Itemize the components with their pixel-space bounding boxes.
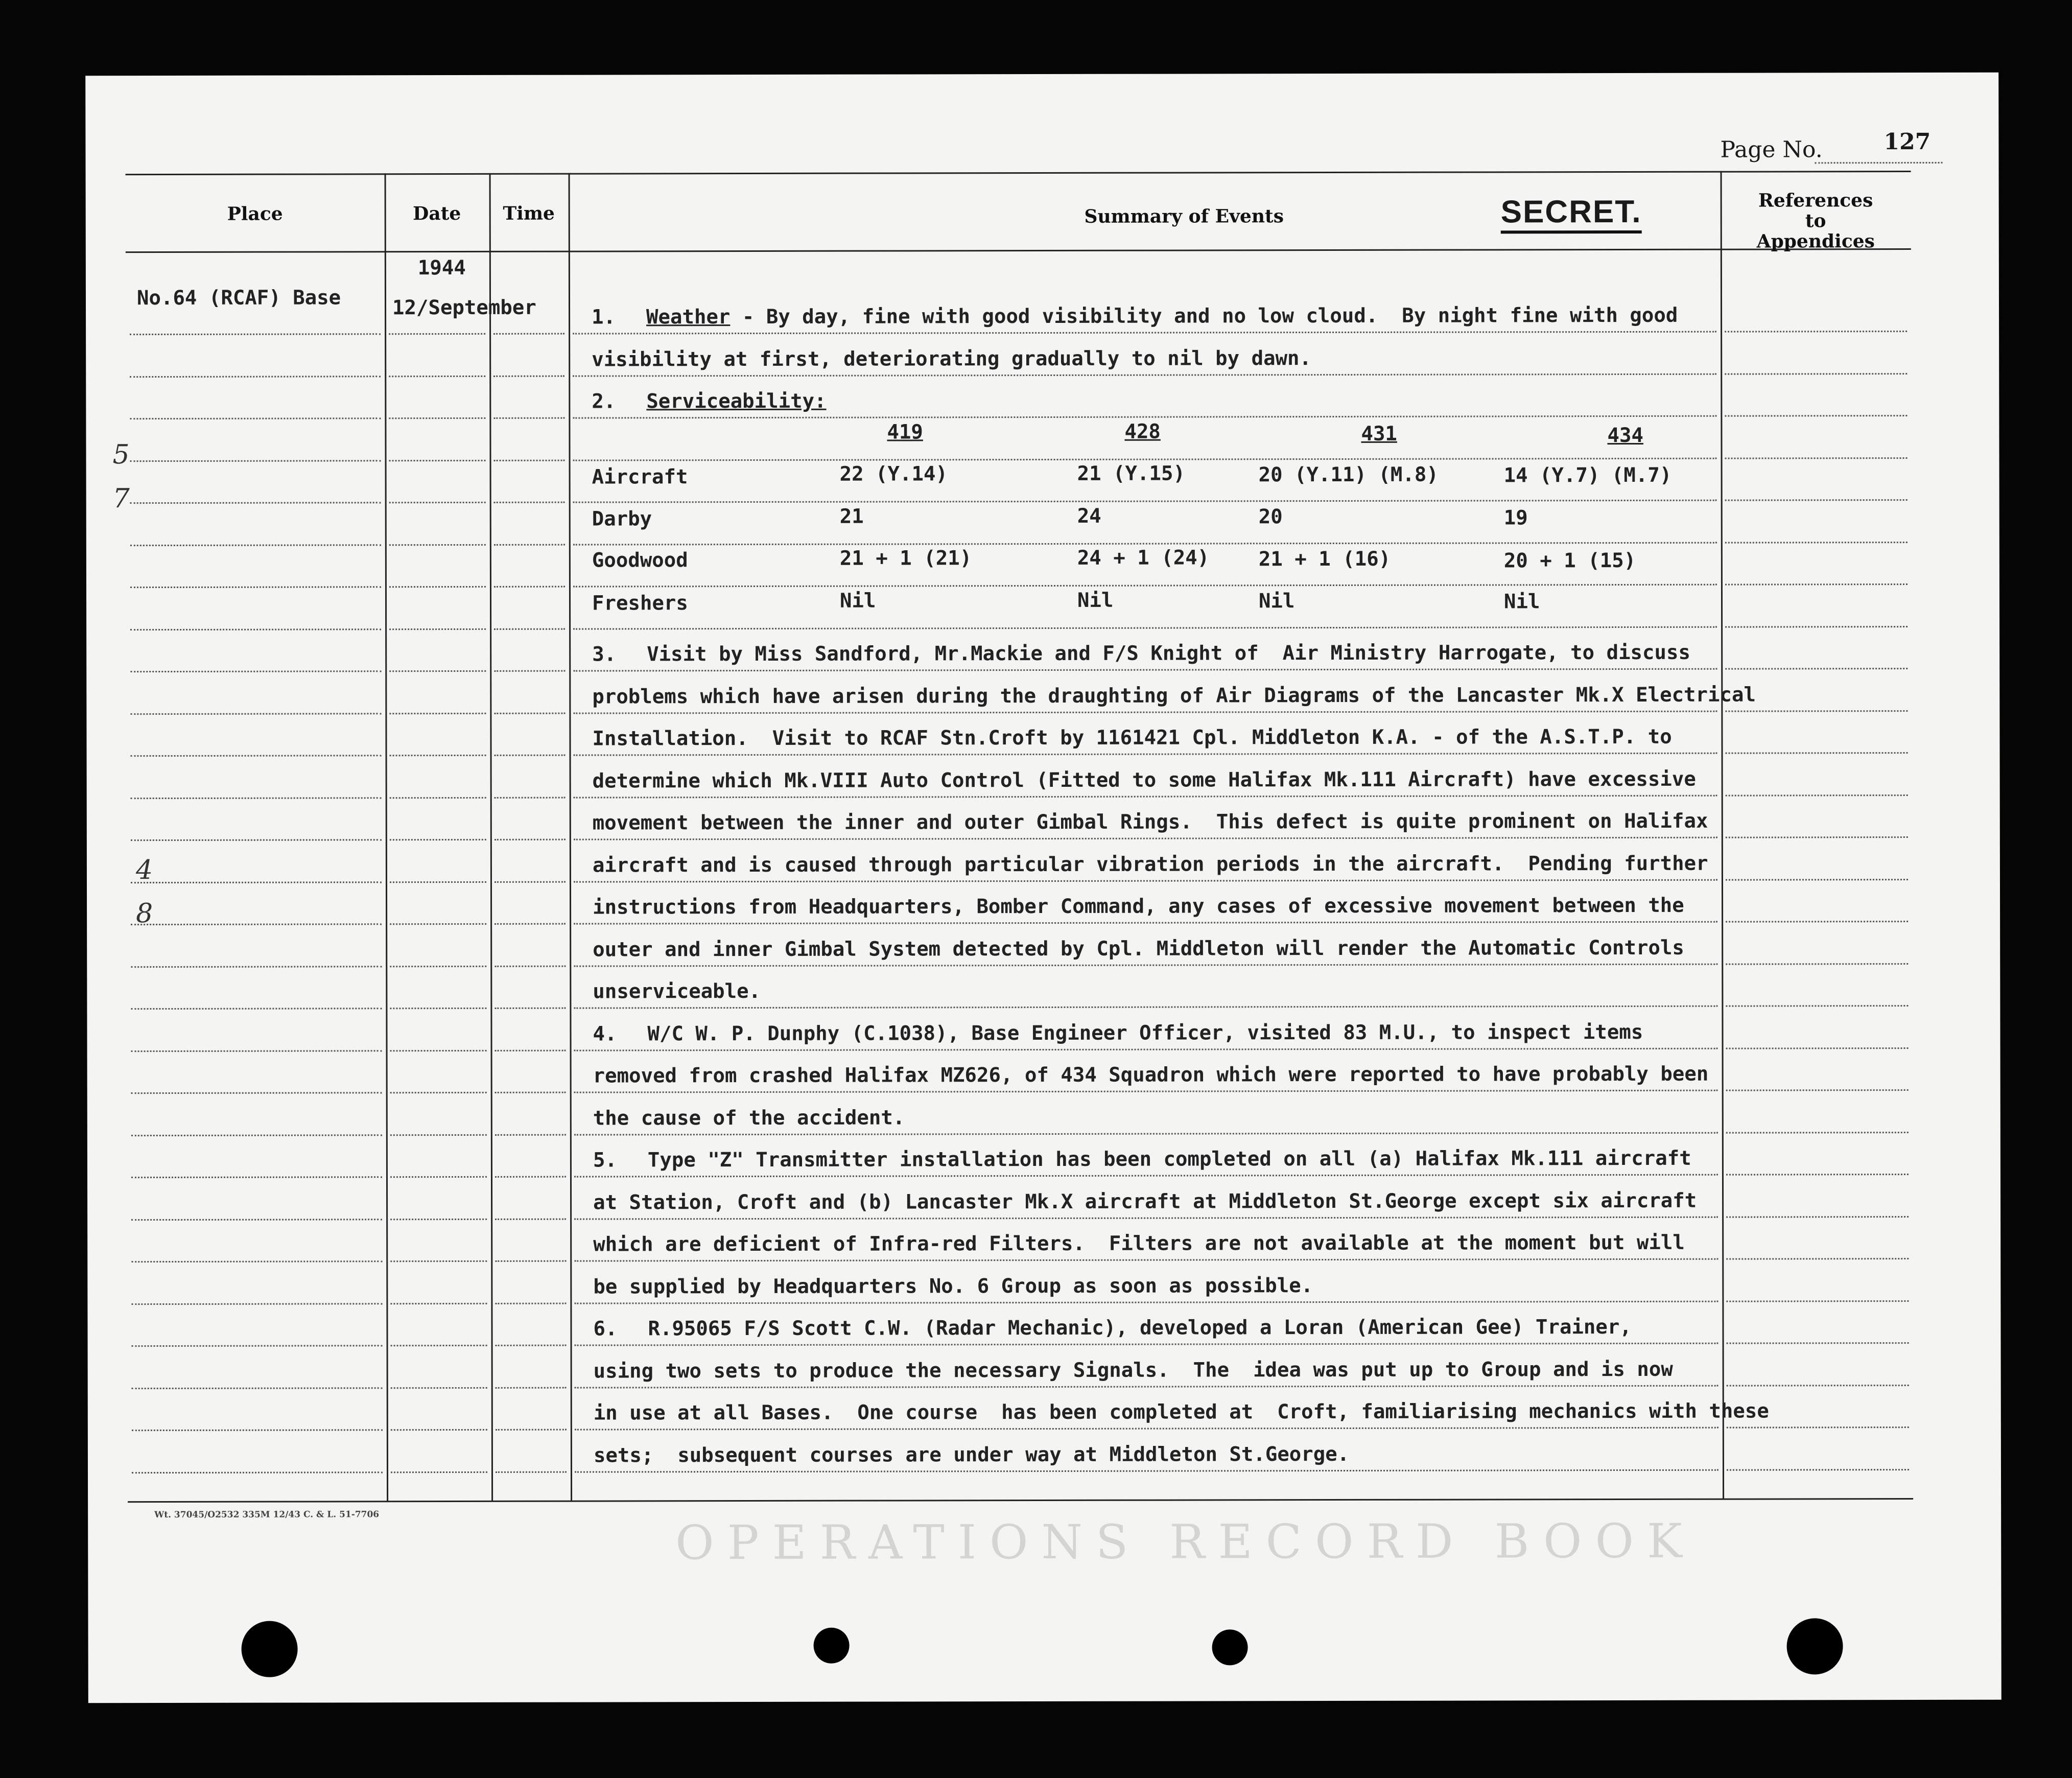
ruled-line — [575, 1469, 1718, 1473]
date-year: 1944 — [417, 256, 466, 280]
summary-line — [593, 1106, 905, 1130]
ruled-line — [389, 544, 486, 546]
summary-text: aircraft and is caused through particular vibration periods in the aircraft. Pending further — [592, 852, 1708, 877]
section-heading: Serviceability: — [646, 389, 827, 413]
ruled-line — [495, 755, 566, 756]
ruled-line — [131, 1134, 382, 1136]
summary-line — [593, 1316, 1631, 1341]
ruled-line — [573, 542, 1717, 546]
summary-line — [592, 304, 1678, 329]
ruled-line — [130, 713, 381, 715]
summary-line — [593, 894, 1684, 919]
table-bottom-border — [128, 1498, 1913, 1503]
ruled-line — [131, 1008, 382, 1010]
ruled-line — [390, 1303, 487, 1304]
summary-text: sets; subsequent courses are under way at Middleton St.George. — [593, 1442, 1350, 1467]
ruled-line — [494, 628, 565, 630]
ruled-line — [574, 1005, 1717, 1009]
summary-line — [592, 347, 1311, 371]
row-label-aircraft: Aircraft — [592, 465, 688, 489]
ruled-line — [1725, 583, 1908, 586]
ruled-line — [1726, 836, 1908, 838]
ruled-line — [389, 713, 486, 714]
summary-text: at Station, Croft and (b) Lancaster Mk.X aircraft at Middleton St.George except six aircraft — [593, 1189, 1697, 1214]
ruled-line — [573, 373, 1716, 377]
ruled-line — [573, 331, 1716, 335]
summary-line — [592, 390, 826, 413]
ruled-line — [495, 1008, 566, 1009]
margin-mark: 8 — [136, 898, 153, 929]
summary-text: Type "Z" Transmitter installation has been completed on all (a) Halifax Mk.111 aircraft — [647, 1147, 1691, 1172]
cell-freshers-431: Nil — [1258, 590, 1295, 613]
ruled-line — [390, 839, 486, 840]
ruled-line — [390, 923, 486, 925]
ruled-line — [1726, 1174, 1909, 1176]
place-entry: No.64 (RCAF) Base — [136, 286, 341, 310]
paragraph-number: 3. — [592, 643, 617, 666]
table-top-border — [126, 171, 1911, 175]
ruled-line — [131, 1303, 382, 1305]
cell-aircraft-419: 22 (Y.14) — [839, 462, 948, 486]
header-references-line3: Appendices — [1756, 230, 1875, 252]
summary-line — [593, 1147, 1691, 1172]
ruled-line — [496, 1387, 567, 1389]
summary-line — [593, 1231, 1685, 1256]
ruled-line — [495, 1219, 566, 1220]
ruled-line — [1726, 794, 1908, 797]
cell-darby-431: 20 — [1258, 505, 1283, 529]
ruled-line — [389, 460, 486, 461]
ruled-line — [390, 1134, 487, 1136]
ruled-line — [390, 966, 486, 967]
ruled-line — [1725, 415, 1907, 417]
cell-aircraft-434: 14 (Y.7) (M.7) — [1503, 463, 1672, 487]
summary-text: using two sets to produce the necessary Signals. The idea was put up to Group and is now — [593, 1358, 1673, 1383]
ruled-line — [494, 460, 565, 461]
ruled-line — [493, 417, 564, 419]
ruled-line — [574, 795, 1717, 799]
ruled-line — [1727, 1385, 1909, 1387]
ruled-line — [131, 1176, 382, 1178]
summary-line — [594, 1358, 1673, 1383]
ruled-line — [131, 1092, 382, 1094]
secret-stamp: SECRET. — [1501, 194, 1642, 233]
ruled-line — [1725, 710, 1908, 712]
ruled-line — [1726, 1132, 1909, 1134]
ruled-line — [496, 1471, 567, 1473]
ruled-line — [390, 1008, 486, 1009]
col-divider-date — [489, 173, 493, 1502]
summary-line — [593, 1063, 1709, 1088]
ruled-line — [390, 1092, 487, 1093]
ruled-line — [391, 1345, 487, 1346]
ruled-line — [494, 670, 565, 672]
ruled-line — [131, 923, 382, 925]
ruled-line — [130, 628, 381, 630]
ruled-line — [130, 333, 381, 335]
ruled-line — [389, 628, 486, 630]
ruled-line — [1725, 331, 1907, 333]
ruled-line — [130, 417, 381, 419]
cell-goodwood-434: 20 + 1 (15) — [1503, 549, 1636, 573]
summary-line — [594, 1400, 1769, 1425]
ruled-line — [495, 1176, 566, 1178]
ruled-line — [495, 923, 566, 925]
ruled-line — [130, 376, 381, 378]
ruled-line — [573, 500, 1717, 503]
ruled-line — [574, 879, 1717, 883]
ruled-line — [574, 1090, 1718, 1093]
section-heading: Weather — [646, 306, 731, 329]
squadron-header: 419 — [887, 420, 923, 444]
ruled-line — [131, 1260, 382, 1262]
row-label-freshers: Freshers — [592, 592, 688, 615]
cell-freshers-419: Nil — [839, 589, 876, 613]
ruled-line — [494, 586, 565, 588]
ruled-line — [131, 881, 382, 883]
header-bottom-border — [126, 248, 1911, 253]
ruled-line — [574, 1174, 1718, 1178]
summary-line — [593, 1021, 1643, 1046]
paragraph-number: 6. — [593, 1317, 618, 1341]
summary-line — [593, 937, 1684, 962]
ruled-line — [130, 586, 381, 588]
ruled-line — [574, 921, 1717, 925]
ruled-line — [573, 626, 1717, 630]
binder-hole — [814, 1628, 850, 1664]
ruled-line — [574, 1048, 1718, 1051]
summary-text: instructions from Headquarters, Bomber Command, any cases of excessive movement between the — [593, 894, 1684, 919]
ruled-line — [574, 964, 1717, 967]
summary-text: Visit by Miss Sandford, Mr.Mackie and F/S Knight of Air Ministry Harrogate, to discuss — [647, 641, 1690, 666]
cell-darby-428: 24 — [1077, 504, 1101, 528]
page-number-label: Page No. — [1720, 136, 1823, 163]
ruled-line — [131, 755, 382, 757]
page-number-line — [1815, 162, 1943, 163]
cell-aircraft-431: 20 (Y.11) (M.8) — [1258, 463, 1439, 487]
summary-text: unserviceable. — [593, 979, 761, 1003]
cell-freshers-434: Nil — [1503, 590, 1540, 614]
summary-text: the cause of the accident. — [593, 1106, 905, 1130]
squadron-header: 431 — [1361, 422, 1397, 446]
date-entry: 12/September — [392, 296, 536, 320]
ruled-line — [496, 1429, 567, 1431]
ruled-line — [391, 1471, 487, 1473]
cell-darby-434: 19 — [1503, 506, 1528, 530]
ruled-line — [495, 1260, 566, 1262]
ruled-line — [1725, 457, 1908, 459]
summary-text: - By day, fine with good visibility and no low cloud. By night fine with good — [730, 303, 1678, 329]
cell-goodwood-419: 21 + 1 (21) — [839, 547, 972, 570]
ruled-line — [495, 1303, 566, 1304]
ruled-lines — [85, 73, 1998, 76]
record-page — [85, 73, 2002, 1703]
margin-mark: 4 — [135, 855, 153, 886]
summary-text: which are deficient of Infra-red Filters. Filters are not available at the moment but will — [593, 1231, 1685, 1256]
ruled-line — [495, 1092, 566, 1093]
ruled-line — [574, 753, 1717, 756]
paragraph-number: 4. — [593, 1022, 617, 1046]
ruled-line — [1726, 1258, 1909, 1260]
binder-hole — [1786, 1618, 1843, 1674]
cell-freshers-428: Nil — [1077, 589, 1114, 612]
ruled-line — [1726, 921, 1908, 923]
ruled-line — [493, 376, 564, 377]
ruled-line — [573, 415, 1716, 419]
ruled-line — [573, 584, 1717, 588]
header-references — [1721, 190, 1911, 252]
header-summary: Summary of Events — [1084, 205, 1284, 227]
squadron-header: 434 — [1607, 424, 1643, 448]
header-time: Time — [503, 202, 555, 224]
ruled-line — [494, 544, 565, 546]
ruled-line — [574, 1132, 1718, 1136]
ruled-line — [1726, 879, 1908, 881]
ruled-line — [1727, 1469, 1909, 1471]
ruled-line — [494, 502, 565, 503]
summary-line — [593, 980, 761, 1003]
summary-text: in use at all Bases. One course has been completed at Croft, familiarising mechanics with these — [593, 1399, 1769, 1425]
paragraph-number: 2. — [592, 390, 616, 413]
ruled-line — [391, 1429, 487, 1431]
summary-text: visibility at first, deteriorating gradually to nil by dawn. — [592, 347, 1312, 371]
ruled-line — [130, 670, 381, 672]
summary-text: outer and inner Gimbal System detected by Cpl. Middleton will render the Automatic Controls — [593, 936, 1684, 962]
summary-text: movement between the inner and outer Gimbal Rings. This defect is quite prominent on Halifax — [592, 809, 1708, 835]
ruled-line — [130, 544, 381, 546]
ruled-line — [132, 1429, 383, 1431]
ruled-line — [390, 881, 486, 883]
ruled-line — [495, 1050, 566, 1051]
ruled-line — [390, 1176, 487, 1178]
ruled-line — [389, 417, 485, 419]
print-code: Wt. 37045/O2532 335M 12/43 C. & L. 51-7706 — [154, 1509, 380, 1520]
header-references-line2: to — [1805, 210, 1826, 232]
summary-line — [593, 810, 1708, 835]
summary-line — [592, 641, 1690, 666]
col-divider-place — [385, 173, 389, 1502]
header-place: Place — [227, 203, 283, 225]
ruled-line — [1726, 1005, 1908, 1007]
ruled-line — [574, 837, 1717, 840]
ruled-line — [495, 881, 566, 883]
ruled-line — [495, 1134, 566, 1136]
summary-line — [594, 1443, 1349, 1467]
ruled-line — [574, 1216, 1718, 1220]
summary-line — [593, 768, 1696, 793]
ruled-line — [1725, 668, 1908, 670]
ruled-line — [389, 502, 486, 503]
ruled-line — [495, 839, 566, 840]
ruled-line — [131, 966, 382, 968]
ruled-line — [575, 1427, 1718, 1431]
row-label-darby: Darby — [592, 507, 652, 531]
ruled-line — [573, 711, 1717, 714]
binder-hole — [242, 1621, 298, 1677]
ruled-line — [496, 1345, 567, 1346]
row-label-goodwood: Goodwood — [592, 549, 688, 572]
page-number: 127 — [1883, 128, 1931, 155]
summary-text: W/C W. P. Dunphy (C.1038), Base Engineer Officer, visited 83 M.U., to inspect items — [647, 1020, 1643, 1046]
summary-text: R.95065 F/S Scott C.W. (Radar Mechanic), developed a Loran (American Gee) Trainer, — [648, 1315, 1632, 1341]
margin-mark: 7 — [112, 483, 130, 514]
ruled-line — [389, 376, 485, 377]
ruled-line — [390, 1050, 487, 1051]
ruled-line — [1727, 1342, 1909, 1344]
ruled-line — [390, 1260, 487, 1262]
ruled-line — [1726, 1300, 1909, 1302]
ruled-line — [132, 1471, 383, 1473]
summary-line — [592, 726, 1671, 751]
summary-text: Installation. Visit to RCAF Stn.Croft by 1161421 Cpl. Middleton K.A. - of the A.S.T.P. to — [592, 725, 1672, 751]
summary-line — [592, 684, 1756, 709]
ruled-line — [1726, 1089, 1909, 1091]
summary-line — [593, 852, 1708, 877]
ruled-line — [132, 1387, 383, 1389]
ruled-line — [495, 966, 566, 967]
summary-text: be supplied by Headquarters No. 6 Group as soon as possible. — [593, 1274, 1313, 1299]
ruled-line — [494, 713, 565, 714]
ruled-line — [1726, 1047, 1909, 1049]
ruled-line — [1726, 963, 1908, 965]
ruled-line — [131, 1219, 382, 1221]
paragraph-number: 5. — [593, 1149, 617, 1172]
cell-darby-419: 21 — [839, 505, 864, 528]
ruled-line — [391, 1387, 487, 1389]
ruled-line — [130, 502, 381, 504]
paragraph-number: 1. — [592, 306, 616, 329]
summary-text: removed from crashed Halifax MZ626, of 434 Squadron which were reported to have probably been — [593, 1062, 1709, 1088]
ruled-line — [1726, 752, 1908, 754]
ruled-line — [1725, 626, 1908, 628]
col-divider-time — [569, 173, 573, 1502]
cell-goodwood-428: 24 + 1 (24) — [1077, 546, 1210, 570]
ruled-line — [390, 1219, 487, 1220]
ruled-line — [131, 839, 382, 841]
ruled-line — [575, 1343, 1718, 1346]
summary-text: problems which have arisen during the draughting of Air Diagrams of the Lancaster Mk.X Electrical — [592, 683, 1756, 709]
ruled-line — [574, 1258, 1718, 1262]
ruled-line — [1725, 499, 1908, 501]
summary-line — [593, 1274, 1313, 1298]
ruled-line — [573, 458, 1717, 461]
ruled-line — [1727, 1426, 1909, 1429]
ruled-line — [573, 668, 1717, 672]
squadron-header: 428 — [1124, 420, 1161, 443]
ruled-line — [574, 1301, 1718, 1304]
ruled-line — [390, 755, 486, 756]
col-divider-summary — [1721, 171, 1725, 1500]
header-date: Date — [413, 202, 461, 225]
ruled-line — [130, 460, 381, 462]
ruled-line — [495, 797, 566, 799]
ruled-line — [1725, 542, 1908, 544]
margin-mark: 5 — [112, 439, 130, 471]
ruled-line — [389, 586, 486, 588]
ruled-line — [1725, 373, 1907, 375]
cell-aircraft-428: 21 (Y.15) — [1077, 462, 1185, 485]
ruled-line — [132, 1345, 383, 1347]
ruled-line — [389, 670, 486, 672]
binder-hole — [1212, 1629, 1248, 1665]
ruled-line — [575, 1385, 1718, 1389]
header-references-line1: References — [1758, 190, 1873, 212]
cell-goodwood-431: 21 + 1 (16) — [1258, 547, 1391, 571]
summary-line — [593, 1189, 1697, 1214]
ruled-line — [493, 333, 564, 335]
ruled-line — [390, 797, 486, 799]
ruled-line — [1726, 1216, 1909, 1218]
ruled-line — [389, 333, 485, 335]
ruled-line — [131, 797, 382, 799]
summary-text: determine which Mk.VIII Auto Control (Fitted to some Halifax Mk.111 Aircraft) have excessive — [592, 767, 1696, 793]
bleed-through-text: OPERATIONS RECORD BOOK — [675, 1513, 1696, 1571]
ruled-line — [131, 1050, 382, 1052]
